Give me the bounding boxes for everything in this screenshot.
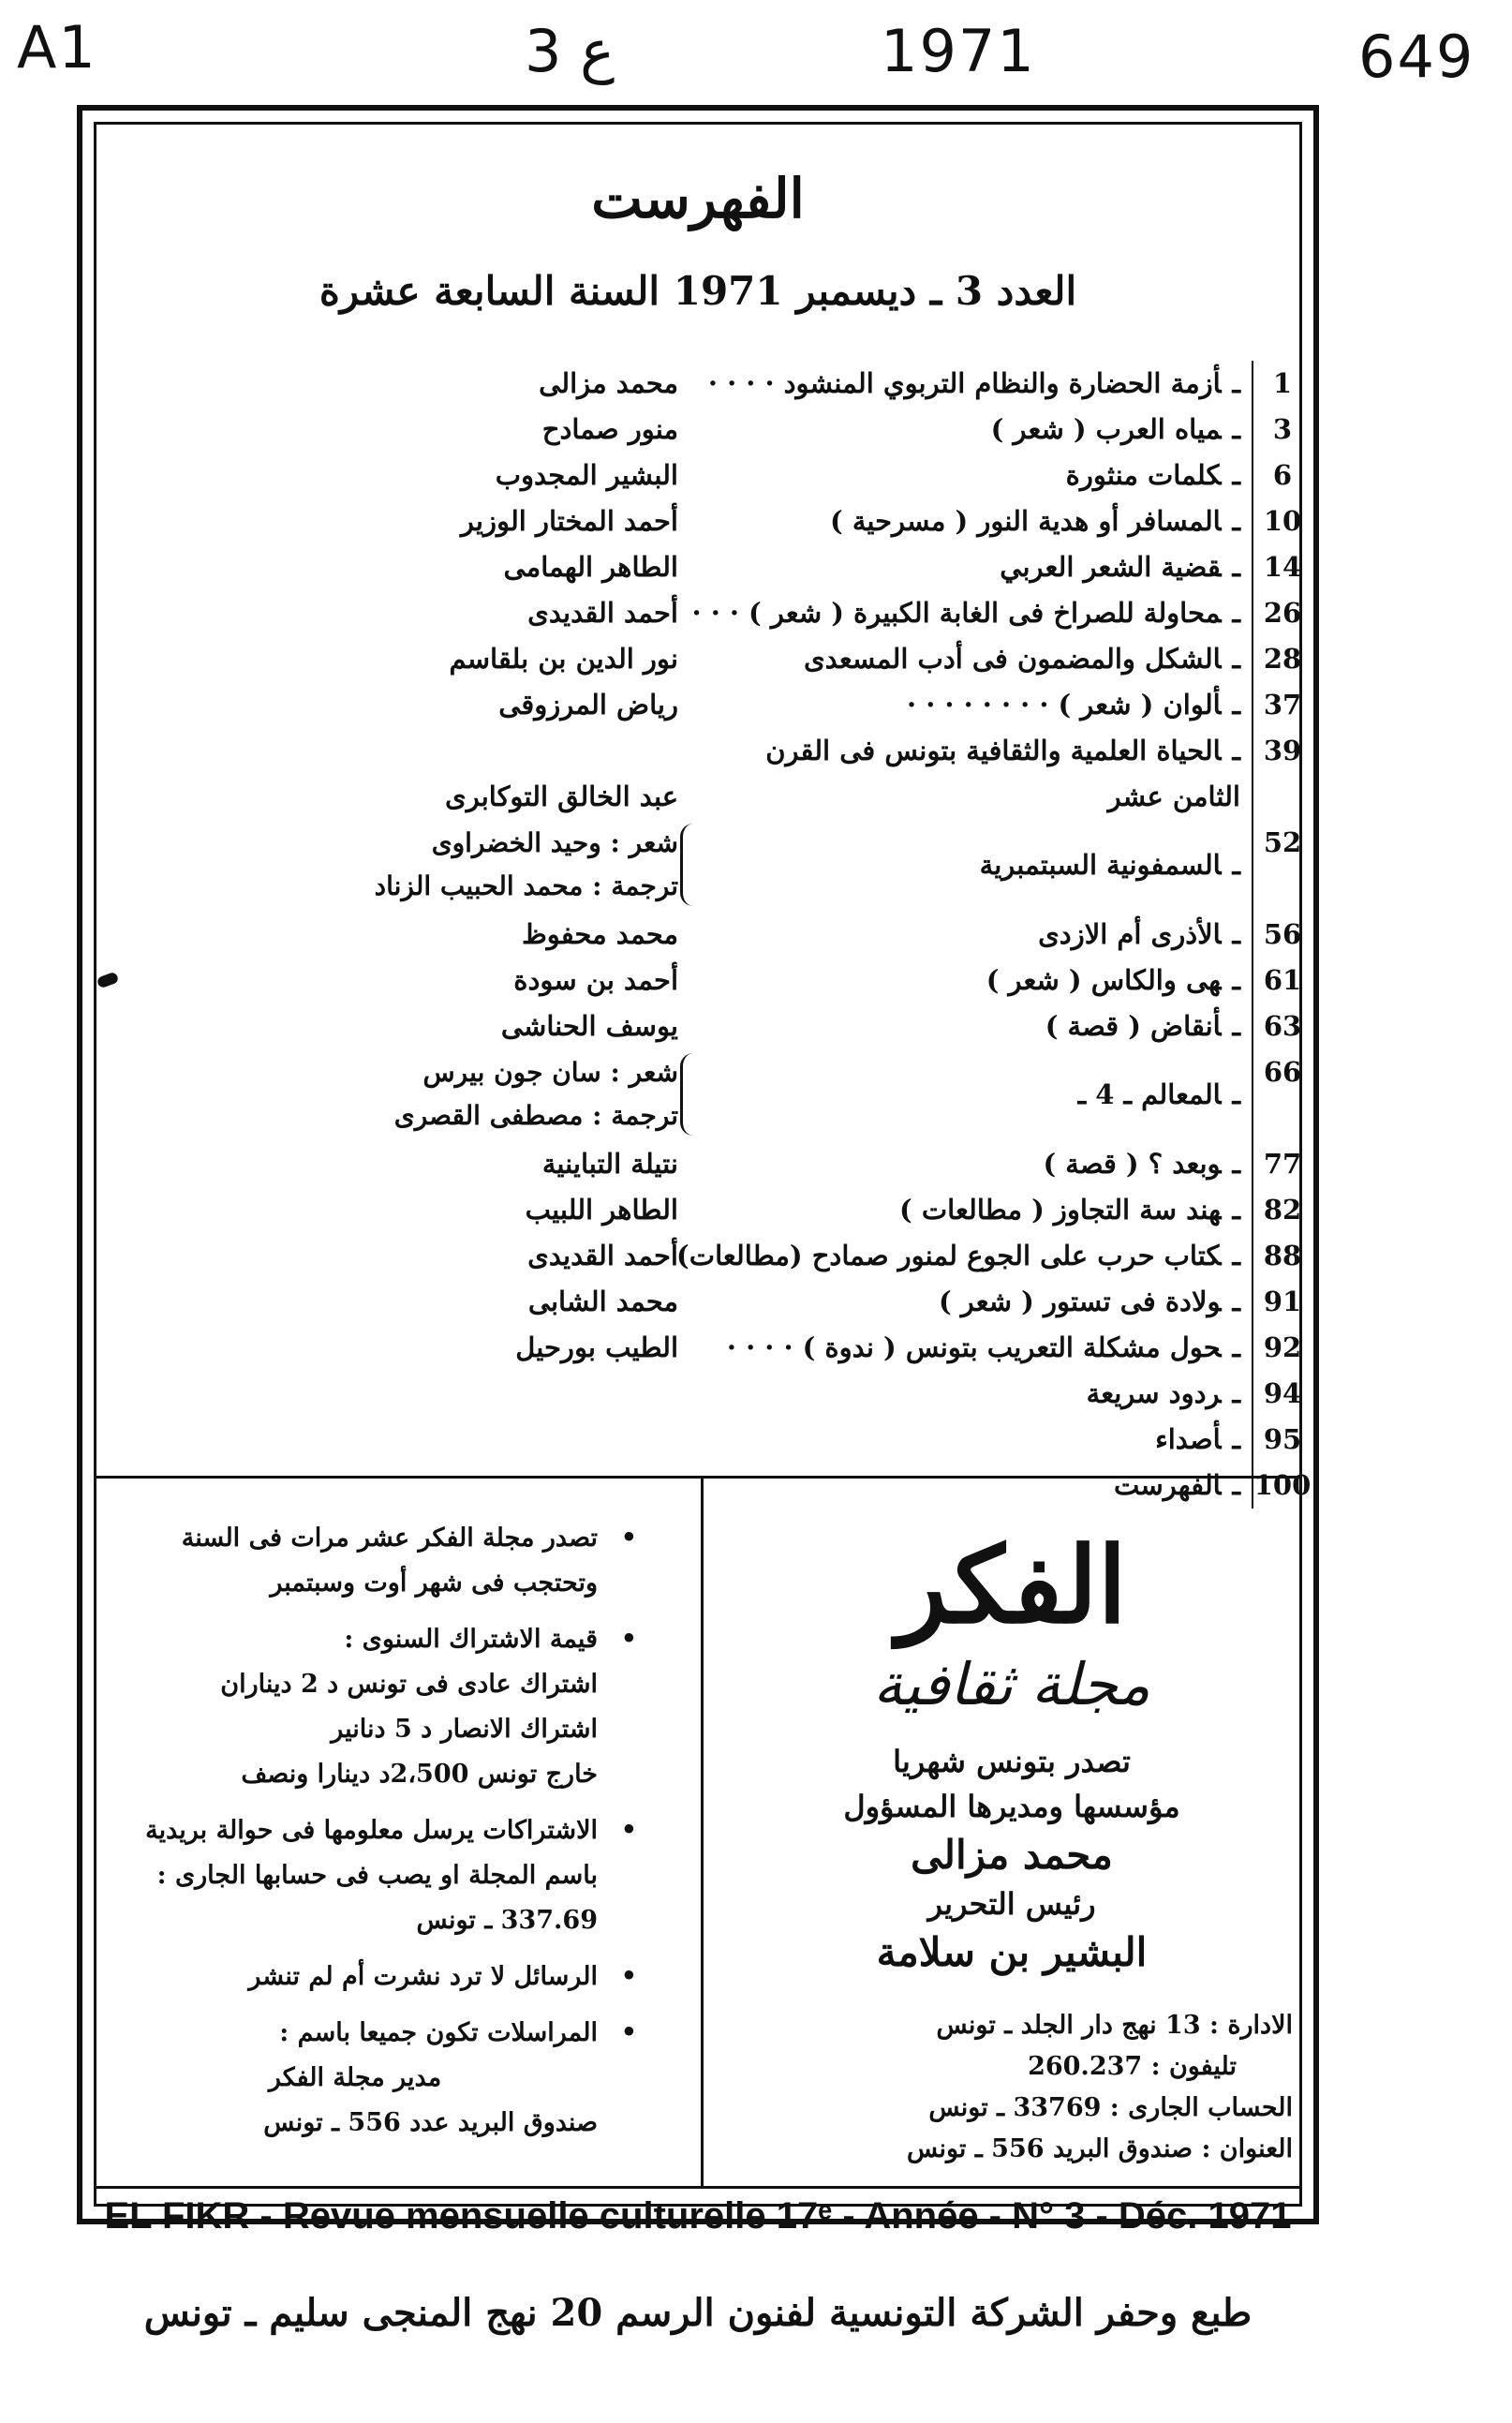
page-title: الفهرست — [591, 167, 805, 230]
toc-title: ـالمعالم ـ 4 ـ — [1077, 1078, 1240, 1110]
editor-name: البشير بن سلامة — [876, 1929, 1148, 1975]
toc-author: نتيلة التباينية — [541, 1148, 678, 1180]
toc-author: نور الدين بن بلقاسم — [449, 643, 678, 675]
toc-author: يوسف الحناشى — [500, 1010, 678, 1042]
toc-title: ـولادة فى تستور ( شعر ) — [938, 1286, 1240, 1317]
toc-row — [131, 1003, 1312, 1049]
bullet-icon: • — [620, 1962, 637, 1991]
table-of-contents — [131, 361, 1312, 1509]
toc-row — [131, 958, 1312, 1003]
toc-author: أحمد بن سودة — [513, 964, 678, 996]
toc-title: ـمحاولة للصراخ فى الغابة الكبيرة ( شعر )· · · — [691, 597, 1240, 629]
bullet-icon: • — [620, 1816, 637, 1845]
toc-row — [131, 1325, 1312, 1371]
toc-title: ـالأذرى أم الازدى — [1038, 918, 1240, 950]
toc-page-number: 37 — [1252, 682, 1312, 728]
toc-author: أحمد القديدى — [527, 1240, 678, 1271]
toc-title: ـمياه العرب ( شعر ) — [990, 413, 1240, 445]
toc-page-number: 61 — [1252, 958, 1312, 1003]
toc-poet: شعر : وحيد الخضراوى — [431, 827, 678, 858]
toc-page-number: 95 — [1252, 1417, 1312, 1463]
editor-label: رئيس التحرير — [927, 1886, 1096, 1922]
toc-row — [131, 1371, 1312, 1417]
toc-page-number: 100 — [1252, 1463, 1312, 1509]
magazine-tagline: مجلة ثقافية — [873, 1650, 1150, 1718]
toc-author: رياض المرزوقى — [498, 689, 678, 721]
info-item: • الاشتراكات يرسل معلومها فى حوالة بريدية باسم المجلة او يصب فى حسابها الجارى : 337.69 ـ تونس — [112, 1808, 637, 1943]
toc-page-number: 63 — [1252, 1003, 1312, 1049]
toc-row — [131, 636, 1312, 682]
publication-frequency: تصدر بتونس شهريا — [893, 1744, 1131, 1779]
toc-title: ـالمسافر أو هدية النور ( مسرحية ) — [830, 505, 1240, 537]
toc-page-number: 3 — [1252, 407, 1312, 453]
toc-title: ـالفهرست — [1114, 1469, 1240, 1501]
toc-row — [131, 682, 1312, 728]
toc-page-number: 28 — [1252, 636, 1312, 682]
toc-row — [131, 361, 1312, 407]
toc-translator: ترجمة : محمد الحبيب الزناد — [374, 870, 678, 901]
toc-row — [131, 544, 1312, 590]
toc-page-number: 52 — [1252, 820, 1312, 912]
toc-title: ـكلمات منثورة — [1065, 459, 1240, 491]
toc-row — [131, 1463, 1312, 1509]
toc-author: أحمد المختار الوزير — [460, 505, 678, 537]
toc-page-number: 91 — [1252, 1279, 1312, 1325]
bullet-icon: • — [620, 1524, 637, 1553]
issue-subtitle: العدد 3 ـ ديسمبر 1971 السنة السابعة عشرة — [319, 268, 1077, 314]
bullet-icon: • — [620, 2018, 637, 2047]
toc-row — [131, 590, 1312, 636]
bullet-icon: • — [620, 1625, 637, 1654]
toc-author: محمد مزالى — [539, 367, 678, 399]
toc-title: ـهند سة التجاوز ( مطالعات ) — [899, 1194, 1240, 1226]
toc-page-number: 10 — [1252, 498, 1312, 544]
toc-title: ـأزمة الحضارة والنظام التربوي المنشود· · · · — [707, 367, 1240, 399]
author-brace — [680, 824, 697, 906]
section-divider — [94, 2186, 1302, 2189]
section-divider — [94, 1476, 1302, 1479]
author-brace — [680, 1053, 697, 1136]
toc-page-number: 77 — [1252, 1141, 1312, 1187]
toc-translator: ترجمة : مصطفى القصرى — [393, 1100, 678, 1131]
toc-row — [131, 1187, 1312, 1233]
info-item: • قيمة الاشتراك السنوى : اشتراك عادى فى تونس د 2 ديناران اشتراك الانصار د 5 دنانير خارج تونس 2،500د دينارا ونصف — [112, 1617, 637, 1797]
printer-credit: طبع وحفر الشركة التونسية لفنون الرسم 20 نهج المنجى سليم ـ تونس — [143, 2291, 1253, 2335]
toc-page-number: 82 — [1252, 1187, 1312, 1233]
magazine-logo: الفكر — [897, 1524, 1127, 1647]
toc-author: الطاهر الهمامى — [503, 551, 678, 583]
toc-title: ـألوان ( شعر )· · · · · · · · — [907, 689, 1240, 721]
toc-page-number: 39 — [1252, 728, 1312, 820]
toc-author: عبد الخالق التوكابرى — [445, 780, 678, 812]
founder-label: مؤسسها ومديرها المسؤول — [843, 1789, 1180, 1824]
info-item: • المراسلات تكون جميعا باسم : مدير مجلة الفكر صندوق البريد عدد 556 ـ تونس — [112, 2011, 637, 2146]
toc-title: ـالحياة العلمية والثقافية بتونس فى القرن الثامن عشر — [765, 735, 1240, 812]
contact-info: الادارة : 13 نهج دار الجلد ـ تونس تليفون : 260.237 الحساب الجارى : 33769 ـ تونس العنوان : صندوق البريد 556 ـ تونس — [907, 2011, 1293, 2163]
toc-row — [131, 498, 1312, 544]
toc-title: ـهى والكاس ( شعر ) — [986, 964, 1240, 996]
handwritten-ref-year: 1971 — [881, 17, 1036, 85]
toc-row — [131, 453, 1312, 498]
toc-title: ـقضية الشعر العربي — [1000, 551, 1240, 583]
toc-title: ـحول مشكلة التعريب بتونس ( ندوة )· · · · — [726, 1331, 1240, 1363]
toc-author: الطاهر اللبيب — [525, 1194, 678, 1226]
toc-title: ـأنقاض ( قصة ) — [1045, 1010, 1240, 1042]
masthead — [721, 1516, 1302, 2170]
toc-title: ـالشكل والمضمون فى أدب المسعدى — [803, 643, 1240, 675]
toc-author: البشير المجدوب — [495, 459, 678, 491]
toc-row — [131, 728, 1312, 820]
toc-page-number: 94 — [1252, 1371, 1312, 1417]
toc-row — [131, 1141, 1312, 1187]
handwritten-ref-number: 649 — [1358, 22, 1475, 91]
toc-row — [131, 1417, 1312, 1463]
toc-author: أحمد القديدى — [527, 597, 678, 629]
info-item: • تصدر مجلة الفكر عشر مرات فى السنة وتحتجب فى شهر أوت وسبتمبر — [112, 1516, 637, 1606]
toc-author: منور صمادح — [541, 413, 678, 445]
toc-title: ـردود سريعة — [1086, 1377, 1240, 1409]
toc-author: محمد الشابى — [527, 1286, 678, 1317]
info-item: • الرسائل لا ترد نشرت أم لم تنشر — [112, 1955, 637, 1999]
publication-banner: EL FIKR - Revue mensuelle culturelle 17ᵉ - Année - N° 3 - Déc. 1971 — [104, 2195, 1292, 2237]
toc-title: ـالسمفونية السبتمبرية — [979, 849, 1240, 881]
toc-title: ـأصداء — [1155, 1423, 1240, 1455]
toc-title: ـكتاب حرب على الجوع لمنور صمادح (مطالعات) — [676, 1240, 1240, 1271]
toc-row — [131, 820, 1312, 912]
toc-page-number: 6 — [1252, 453, 1312, 498]
toc-author: محمد محفوظ — [521, 918, 678, 950]
toc-row — [131, 1049, 1312, 1141]
toc-row — [131, 1279, 1312, 1325]
founder-name: محمد مزالى — [911, 1832, 1113, 1878]
toc-row — [131, 912, 1312, 958]
toc-author: الطيب بورحيل — [515, 1331, 678, 1363]
toc-row — [131, 1233, 1312, 1279]
toc-page-number: 1 — [1252, 361, 1312, 407]
toc-title: ـوبعد ؟ ( قصة ) — [1043, 1148, 1240, 1180]
toc-row — [131, 407, 1312, 453]
toc-page-number: 92 — [1252, 1325, 1312, 1371]
toc-page-number: 14 — [1252, 544, 1312, 590]
toc-page-number: 56 — [1252, 912, 1312, 958]
toc-page-number: 66 — [1252, 1049, 1312, 1141]
column-divider — [701, 1476, 704, 2186]
toc-page-number: 88 — [1252, 1233, 1312, 1279]
subscription-info — [112, 1516, 637, 2146]
handwritten-ref-left: A1 — [17, 13, 97, 82]
toc-poet: شعر : سان جون بيرس — [422, 1057, 678, 1088]
handwritten-ref-volume: 3 ع — [525, 17, 615, 85]
toc-page-number: 26 — [1252, 590, 1312, 636]
